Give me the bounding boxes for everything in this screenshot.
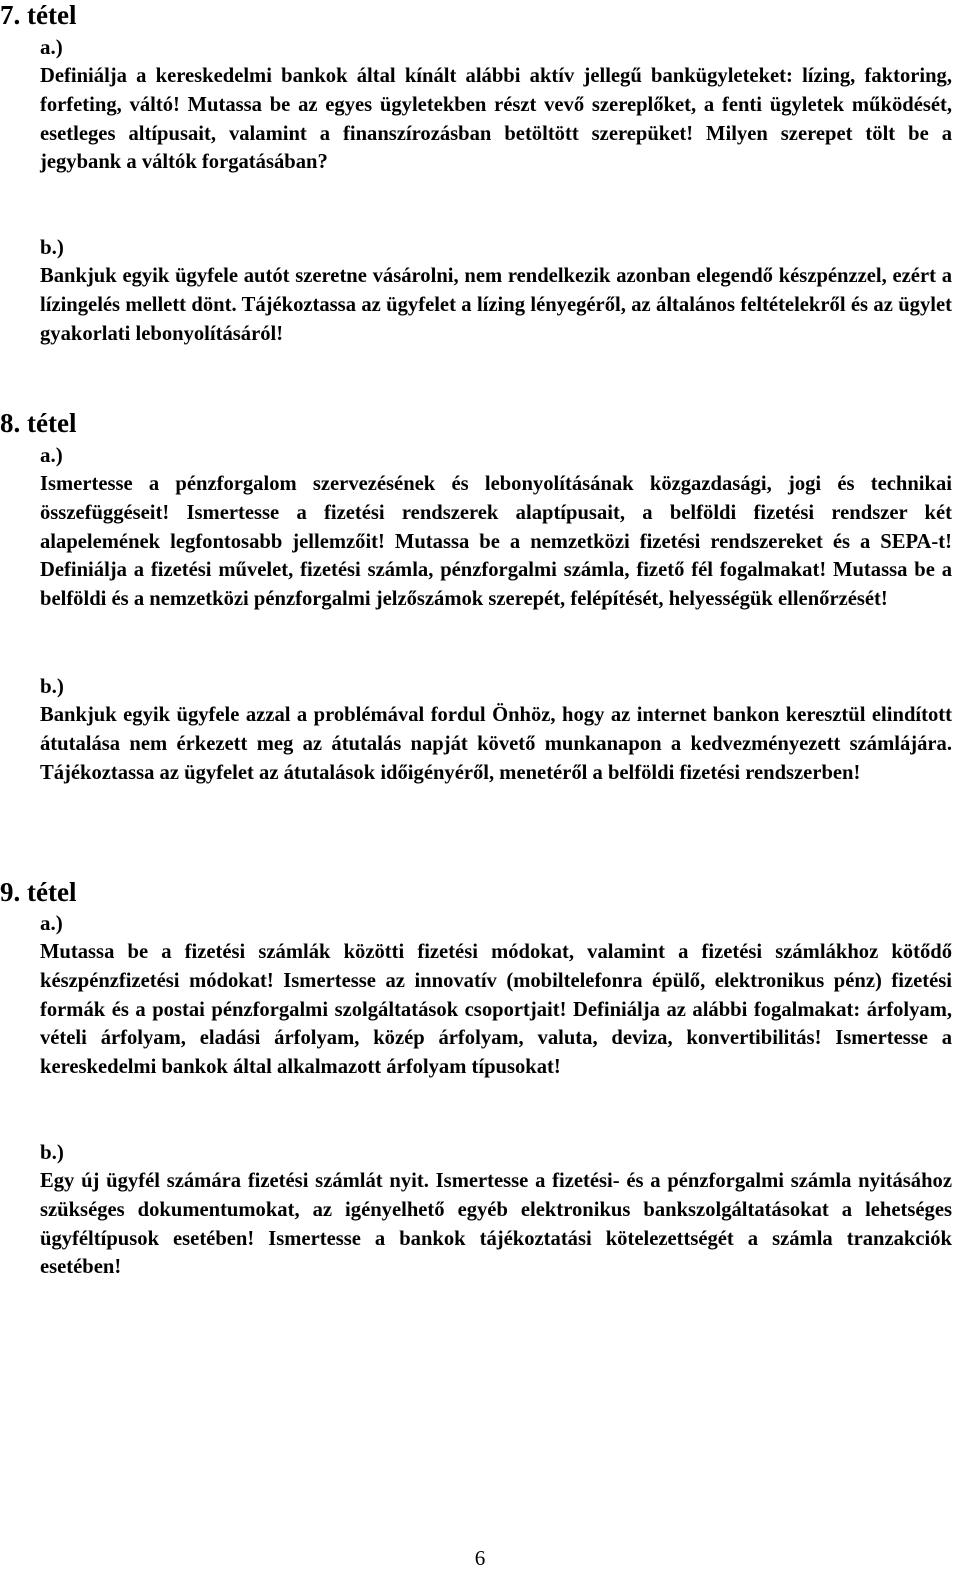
part-text-7b: Bankjuk egyik ügyfele autót szeretne vásárolni, nem rendelkezik azonban elegendő készpénzzel, ezért a lízingelés mellett dönt. Tájékoztassa az ügyfelet a lízing lényegéről, az általános feltételekről és az ügylet gyakorlati lebonyolításáról! [40,265,952,345]
part-label-8a: a.) [40,443,63,467]
part-label-7a: a.) [40,35,63,59]
part-text-8a: Ismertesse a pénzforgalom szervezésének és lebonyolításának közgazdasági, jogi és technikai összefüggéseit! Ismertesse a fizetési rendszerek alaptípusait, a belföldi fizetési rendszer két alapelemének legfontosabb jellemzőit! Mutassa be a nemzetközi fizetési rendszereket és a SEPA-t! Definiálja a fizetési művelet, fizetési számla, pénzforgalmi számla, fizető fél fogalmakat! Mutassa be a belföldi és a nemzetközi pénzforgalmi jelzőszámok szerepét, felépítését, helyességük ellenőrzését! [40,473,952,611]
part-text-8b: Bankjuk egyik ügyfele azzal a problémával fordul Önhöz, hogy az internet bankon keresztül elindított átutalása nem érkezett meg az átutalás napját követő munkanapon a kedvezményezett számlájára. Tájékoztassa az ügyfelet az átutalások időigényéről, menetéről a belföldi fizetési rendszerben! [40,704,952,784]
page-number: 6 [474,1546,486,1570]
section-title-7: 7. tétel [0,0,77,30]
part-label-7b: b.) [40,235,64,259]
part-text-7a: Definiálja a kereskedelmi bankok által kínált alábbi aktív jellegű bankügyleteket: lízing, faktoring, forfeting, váltó! Mutassa be az egyes ügyletekben részt vevő szereplőket, a fenti ügyletek működését, esetleges altípusait, valamint a finanszírozásban betöltött szerepüket! Milyen szerepet tölt be a jegybank a váltók forgatásában? [40,65,952,174]
section-title-8: 8. tétel [0,408,77,438]
part-label-8b: b.) [40,674,64,698]
part-text-9b: Egy új ügyfél számára fizetési számlát nyit. Ismertesse a fizetési- és a pénzforgalmi számla nyitásához szükséges dokumentumokat, az igényelhető egyéb elektronikus bankszolgáltatásokat a lehetséges ügyféltípusok esetében! Ismertesse a bankok tájékoztatási kötelezettségét a számla tranzakciók esetében! [40,1170,952,1279]
part-text-9a: Mutassa be a fizetési számlák közötti fizetési módokat, valamint a fizetési számlákhoz kötődő készpénzfizetési módokat! Ismertesse az innovatív (mobiltelefonra épülő, elektronikus pénz) fizetési formák és a postai pénzforgalmi szolgáltatások csoportjait! Definiálja az alábbi fogalmakat: árfolyam, vételi árfolyam, eladási árfolyam, közép árfolyam, valuta, deviza, konvertibilitás! Ismertesse a kereskedelmi bankok által alkalmazott árfolyam típusokat! [40,941,952,1079]
part-label-9b: b.) [40,1140,64,1164]
section-title-9: 9. tétel [0,877,77,907]
part-label-9a: a.) [40,911,63,935]
